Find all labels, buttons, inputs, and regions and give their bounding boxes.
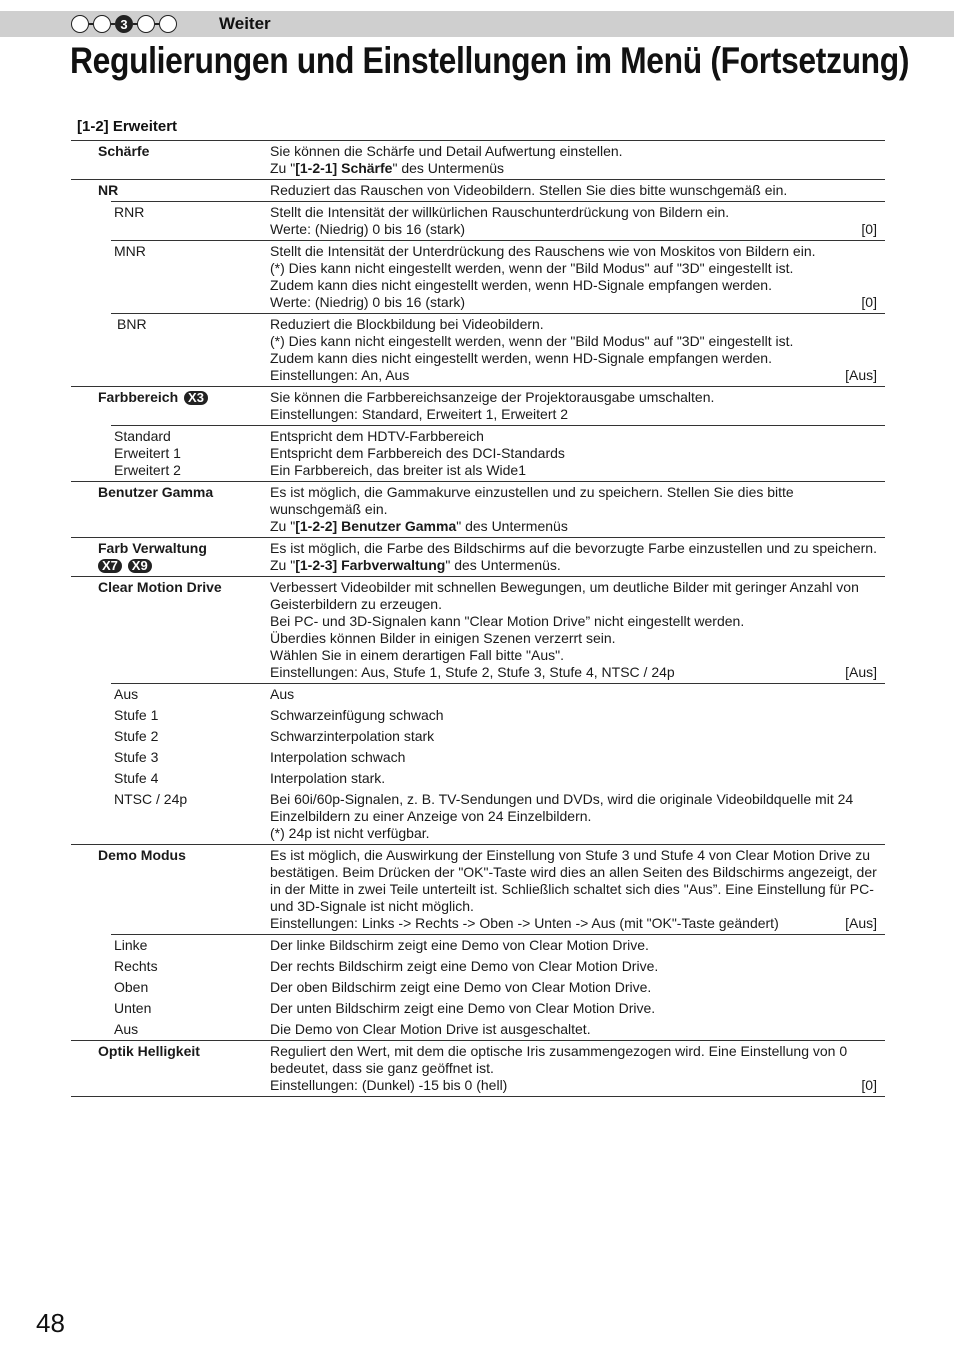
row-label: BNR: [117, 316, 147, 332]
model-badge: X7: [98, 559, 122, 573]
row-text: Stellt die Intensität der Unterdrückung des Rauschens wie von Moskitos von Bildern ein.: [270, 243, 816, 259]
row-cmd-options: [111, 683, 885, 844]
step-indicator: [71, 14, 177, 34]
option-name: Erweitert 1: [114, 445, 181, 461]
row-bnr: [111, 313, 885, 386]
value-range: Einstellungen: An, Aus: [270, 367, 410, 383]
option-desc: Der linke Bildschirm zeigt eine Demo von Clear Motion Drive.: [270, 937, 649, 953]
row-label: Farbbereich X3: [71, 387, 270, 425]
row-optik-helligkeit: [71, 1040, 885, 1096]
row-label: MNR: [114, 243, 146, 259]
option-desc: Interpolation schwach: [270, 749, 406, 765]
step-circle-1: [71, 15, 89, 33]
row-clear-motion-drive: [71, 576, 885, 683]
option-name: Standard: [114, 428, 171, 444]
value-range: Werte: (Niedrig) 0 bis 16 (stark): [270, 294, 466, 310]
option-desc: Interpolation stark.: [270, 770, 386, 786]
option-name: Stufe 2: [114, 728, 159, 744]
page-number: 48: [36, 1308, 65, 1338]
option-name: Erweitert 2: [114, 462, 181, 478]
row-rnr: [111, 201, 885, 240]
option-name: Unten: [114, 1000, 152, 1016]
option-desc: Bei 60i/60p-Signalen, z. B. TV-Sendungen und DVDs, wird die originale Videobildquelle mit 24 Einzelbildern zu einer Anzeige von 24 Einzelbildern.: [270, 791, 854, 824]
option-name: Stufe 4: [114, 770, 159, 786]
option-name: Stufe 3: [114, 749, 159, 765]
row-label: RNR: [114, 204, 145, 220]
submenu-ref: Zu "[1-2-1] Schärfe" des Untermenüs: [270, 160, 505, 176]
default-value: [Aus]: [845, 664, 877, 680]
option-desc: Entspricht dem HDTV-Farbbereich: [270, 428, 484, 444]
option-name: Oben: [114, 979, 149, 995]
value-range: Einstellungen: Links -> Rechts -> Oben -> Unten -> Aus (mit "OK"-Taste geändert): [270, 915, 779, 931]
option-desc: Schwarzeinfügung schwach: [270, 707, 444, 723]
option-note: (*) 24p ist nicht verfügbar.: [270, 825, 430, 841]
submenu-ref: Zu "[1-2-3] Farbverwaltung" des Untermenüs.: [270, 557, 561, 573]
option-name: NTSC / 24p: [114, 791, 188, 807]
row-note: Bei PC- und 3D-Signalen kann "Clear Motion Drive” nicht eingestellt werden.: [270, 613, 745, 629]
page-title: Regulierungen und Einstellungen im Menü (Fortsetzung): [70, 40, 910, 81]
step-circle-5: [159, 15, 177, 33]
row-text: Verbessert Videobilder mit schnellen Bewegungen, um deutliche Bilder mit geringer Anzahl von Geisterbildern zu erzeugen.: [270, 579, 859, 612]
section-name: Weiter: [219, 14, 271, 33]
row-text: Reguliert den Wert, mit dem die optische Iris zusammengezogen wird. Eine Einstellung von 0 bedeutet, dass sie ganz geöffnet ist.: [270, 1043, 848, 1076]
row-farbbereich-options: [111, 425, 885, 481]
row-text: Es ist möglich, die Gammakurve einzustellen und zu speichern. Stellen Sie dies bitte wunschgemäß ein.: [270, 484, 794, 517]
model-badge: X3: [184, 391, 208, 405]
row-text: Reduziert das Rauschen von Videobildern. Stellen Sie dies bitte wunschgemäß ein.: [270, 182, 788, 198]
row-text: Sie können die Schärfe und Detail Aufwertung einstellen.: [270, 143, 623, 159]
row-label: Benutzer Gamma: [98, 484, 214, 500]
row-label: Clear Motion Drive: [98, 579, 222, 595]
settings-table: [71, 140, 885, 1097]
row-note: Zudem kann dies nicht eingestellt werden, wenn HD-Signale empfangen werden.: [270, 350, 772, 366]
option-desc: Ein Farbbereich, das breiter ist als Wide1: [270, 462, 526, 478]
default-value: [0]: [861, 1077, 877, 1093]
option-desc: Aus: [270, 686, 295, 702]
value-range: Einstellungen: Standard, Erweitert 1, Erweitert 2: [270, 406, 569, 422]
row-label: Farb Verwaltung X7 X9: [98, 540, 207, 574]
row-label: Schärfe: [98, 143, 150, 159]
default-value: [Aus]: [845, 367, 877, 383]
value-range: Einstellungen: (Dunkel) -15 bis 0 (hell): [270, 1077, 508, 1093]
option-name: Aus: [114, 1021, 139, 1037]
row-note: (*) Dies kann nicht eingestellt werden, wenn der "Bild Modus" auf "3D" eingestellt ist.: [270, 333, 794, 349]
row-demo-options: [111, 934, 885, 1040]
row-note: Überdies können Bilder in einigen Szenen verzerrt sein.: [270, 630, 616, 646]
option-desc: Der unten Bildschirm zeigt eine Demo von Clear Motion Drive.: [270, 1000, 656, 1016]
model-badge: X9: [128, 559, 152, 573]
row-text: Es ist möglich, die Farbe des Bildschirms auf die bevorzugte Farbe einzustellen und zu speichern.: [270, 540, 877, 556]
default-value: [Aus]: [845, 915, 877, 931]
value-range: Einstellungen: Aus, Stufe 1, Stufe 2, Stufe 3, Stufe 4, NTSC / 24p: [270, 664, 675, 680]
row-note: (*) Dies kann nicht eingestellt werden, wenn der "Bild Modus" auf "3D" eingestellt ist.: [270, 260, 794, 276]
step-circle-4: [137, 15, 155, 33]
row-note: Wählen Sie in einem derartigen Fall bitte "Aus".: [270, 647, 564, 663]
default-value: [0]: [861, 221, 877, 237]
row-farb-verwaltung: [71, 537, 885, 576]
row-text: Stellt die Intensität der willkürlichen Rauschunterdrückung von Bildern ein.: [270, 204, 730, 220]
row-mnr: [111, 240, 885, 313]
option-name: Aus: [114, 686, 139, 702]
option-desc: Der rechts Bildschirm zeigt eine Demo von Clear Motion Drive.: [270, 958, 659, 974]
row-farbbereich: [71, 386, 885, 425]
option-desc: Der oben Bildschirm zeigt eine Demo von Clear Motion Drive.: [270, 979, 652, 995]
step-circle-2: [93, 15, 111, 33]
option-desc: Schwarzinterpolation stark: [270, 728, 435, 744]
row-text: Es ist möglich, die Auswirkung der Einstellung von Stufe 3 und Stufe 4 von Clear Motion Drive zu bestätigen. Beim Drücken der "OK"-Taste wird dies an allen Seiten des Bildschirms angezeigt, der in der Mitte in zwei Teile unterteilt ist. Schließlich schaltet sich dies "Aus”. Eine Einstellung für PC- und 3D-Signale ist nicht möglich.: [270, 847, 877, 914]
row-demo-modus: [71, 844, 885, 934]
option-name: Linke: [114, 937, 148, 953]
step-circle-3-active: 3: [115, 15, 133, 33]
option-desc: Die Demo von Clear Motion Drive ist ausgeschaltet.: [270, 1021, 591, 1037]
option-name: Rechts: [114, 958, 158, 974]
row-text: Sie können die Farbbereichsanzeige der Projektorausgabe umschalten.: [270, 389, 715, 405]
row-label: Optik Helligkeit: [98, 1043, 200, 1059]
default-value: [0]: [861, 294, 877, 310]
row-schaerfe: [71, 141, 885, 179]
option-name: Stufe 1: [114, 707, 159, 723]
submenu-ref: Zu "[1-2-2] Benutzer Gamma" des Untermenüs: [270, 518, 568, 534]
value-range: Werte: (Niedrig) 0 bis 16 (stark): [270, 221, 466, 237]
subheading: [1-2] Erweitert: [77, 118, 178, 135]
row-text: Reduziert die Blockbildung bei Videobildern.: [270, 316, 544, 332]
row-benutzer-gamma: [71, 481, 885, 537]
row-label: NR: [98, 182, 119, 198]
row-label: Demo Modus: [98, 847, 186, 863]
row-note: Zudem kann dies nicht eingestellt werden, wenn HD-Signale empfangen werden.: [270, 277, 772, 293]
option-desc: Entspricht dem Farbbereich des DCI-Standards: [270, 445, 565, 461]
row-nr: [71, 179, 885, 201]
